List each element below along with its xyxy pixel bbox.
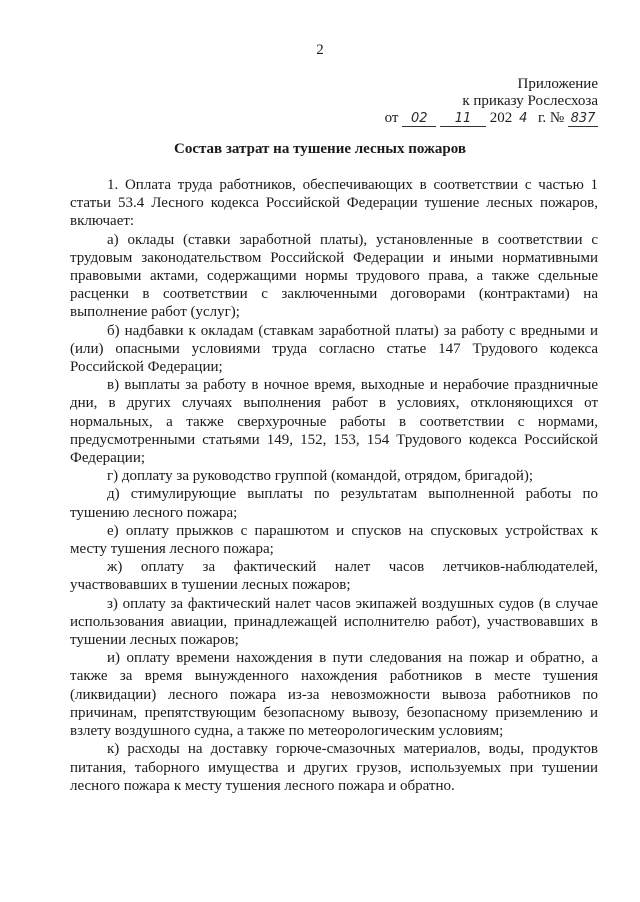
order-month: 11 (440, 111, 486, 127)
order-year-prefix: 202 (489, 110, 513, 126)
paragraph-b: б) надбавки к окладам (ставкам заработной платы) за работу с вредными и (или) опасными условиями труда согласно статье 147 Трудового кодекса Российской Федерации; (70, 322, 598, 376)
appendix-label: Приложение (517, 76, 598, 92)
paragraph-g: г) доплату за руководство группой (командой, отрядом, бригадой); (107, 468, 534, 485)
order-day: 02 (402, 111, 436, 127)
order-year-postfix: г. № (537, 110, 565, 126)
appendix-header (338, 76, 598, 127)
order-prefix: от (384, 110, 399, 126)
page-number: 2 (316, 42, 324, 58)
paragraph-z: з) оплату за фактический налет часов экипажей воздушных судов (в случае использования авиации, принадлежащей исполнителю работ), участвовавших в тушении лесных пожаров; (70, 595, 598, 649)
paragraph-a: а) оклады (ставки заработной платы), установленные в соответствии с трудовым законодательством Российской Федерации и иными нормативными правовыми актами, содержащими нормы трудового права, а также сдельные расценки в соответствии с заключенными договорами (контрактами) на выполнение работ (услуг); (70, 231, 598, 321)
paragraph-zh: ж) оплату за фактический налет часов летчиков-наблюдателей, участвовавших в тушении лесных пожаров; (70, 559, 598, 594)
paragraph-v: в) выплаты за работу в ночное время, выходные и нерабочие праздничные дни, в других случаях выполнения работ в условиях, отклоняющихся от нормальных, а также сверхурочные работы в соответствии с нормами, предусмотренными статьями 149, 152, 153, 154 Трудового кодекса Российской Федерации; (70, 377, 598, 467)
order-year-suffix: 4 (519, 111, 528, 126)
document-title: Состав затрат на тушение лесных пожаров (174, 141, 466, 157)
appendix-order-ref: к приказу Рослесхоза (462, 93, 598, 109)
order-date-number (338, 110, 598, 127)
paragraph-1: 1. Оплата труда работников, обеспечивающих в соответствии с частью 1 статьи 53.4 Лесного кодекса Российской Федерации тушение лесных пожаров, включает: (70, 177, 598, 230)
paragraph-e: е) оплату прыжков с парашютом и спусков на спусковых устройствах к месту тушения лесного пожара; (70, 522, 598, 558)
paragraph-k: к) расходы на доставку горюче-смазочных материалов, воды, продуктов питания, таборного имущества и других грузов, используемых при тушении лесного пожара к месту тушения лесного пожара и обратно. (70, 741, 598, 794)
document-body (70, 176, 598, 795)
paragraph-d: д) стимулирующие выплаты по результатам выполненной работы по тушению лесного пожара; (70, 486, 598, 521)
order-number: 837 (568, 111, 598, 127)
paragraph-i: и) оплату времени нахождения в пути следования на пожар и обратно, а также за время вынужденного нахождения работников в месте тушения (ликвидации) лесного пожара из-за невозможности вывоза работников по причинам, препятствующим безопасному вывозу, безопасному приземлению и взлету воздушного судна, а также по метеорологическим условиям; (70, 650, 598, 740)
